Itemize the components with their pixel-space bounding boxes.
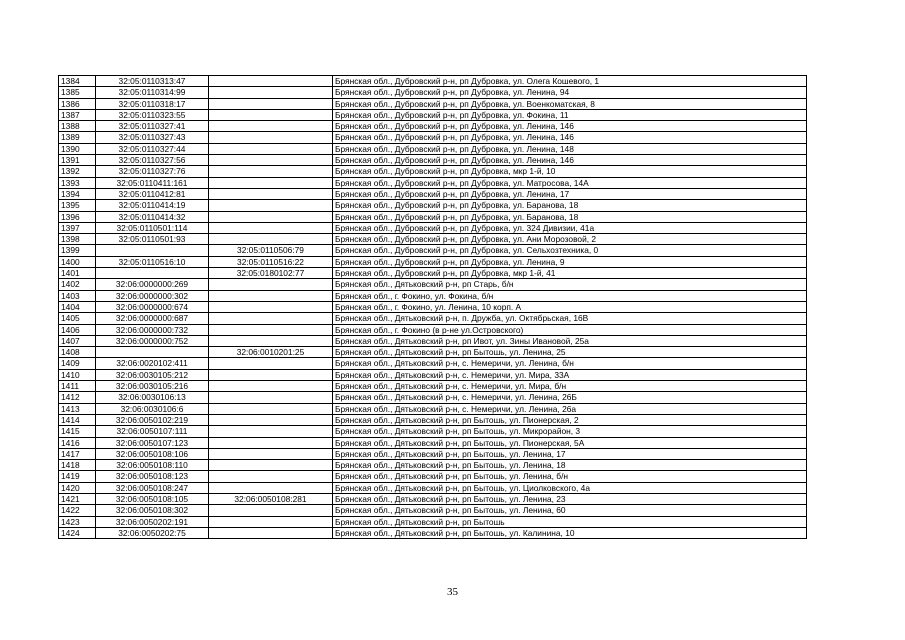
table-row	[59, 460, 807, 471]
related-cadastral-number-cell	[209, 98, 333, 109]
cadastral-number-cell: 32:05:0110414:32	[96, 211, 209, 222]
cadastral-number-cell: 32:06:0030106:6	[96, 403, 209, 414]
cadastral-number-cell: 32:06:0050108:123	[96, 471, 209, 482]
address-cell: Брянская обл., Дятьковский р-н, с. Немеричи, ул. Ленина, 26Б	[333, 392, 807, 403]
address-cell: Брянская обл., Дубровский р-н, рп Дубровка, ул. Ленина, 148	[333, 143, 807, 154]
table-row	[59, 313, 807, 324]
address-cell: Брянская обл., г. Фокино, ул. Ленина, 10 корп. А	[333, 301, 807, 312]
row-number-cell: 1414	[59, 414, 96, 425]
address-cell: Брянская обл., Дубровский р-н, рп Дубровка, ул. Ленина, 146	[333, 155, 807, 166]
row-number-cell: 1397	[59, 222, 96, 233]
related-cadastral-number-cell	[209, 301, 333, 312]
table-row	[59, 347, 807, 358]
cadastral-number-cell: 32:05:0110412:81	[96, 188, 209, 199]
address-cell: Брянская обл., Дубровский р-н, рп Дубровка, ул. Матросова, 14А	[333, 177, 807, 188]
row-number-cell: 1420	[59, 482, 96, 493]
row-number-cell: 1421	[59, 493, 96, 504]
related-cadastral-number-cell: 32:06:0010201:25	[209, 347, 333, 358]
address-cell: Брянская обл., г. Фокино, ул. Фокина, б/н	[333, 290, 807, 301]
cadastral-number-cell: 32:05:0110323:55	[96, 109, 209, 120]
cadastral-number-cell: 32:06:0020102:411	[96, 358, 209, 369]
cadastral-number-cell: 32:05:0110327:56	[96, 155, 209, 166]
cadastral-number-cell	[96, 347, 209, 358]
related-cadastral-number-cell	[209, 403, 333, 414]
row-number-cell: 1416	[59, 437, 96, 448]
row-number-cell: 1418	[59, 460, 96, 471]
table-row	[59, 505, 807, 516]
row-number-cell: 1413	[59, 403, 96, 414]
row-number-cell: 1401	[59, 268, 96, 279]
table-row	[59, 177, 807, 188]
row-number-cell: 1385	[59, 87, 96, 98]
related-cadastral-number-cell	[209, 166, 333, 177]
row-number-cell: 1402	[59, 279, 96, 290]
cadastral-number-cell: 32:06:0050108:247	[96, 482, 209, 493]
table-row	[59, 87, 807, 98]
address-cell: Брянская обл., Дятьковский р-н, рп Бытошь, ул. Ленина, 25	[333, 347, 807, 358]
address-cell: Брянская обл., Дубровский р-н, рп Дубровка, ул. Ленина, 9	[333, 256, 807, 267]
row-number-cell: 1417	[59, 448, 96, 459]
related-cadastral-number-cell	[209, 87, 333, 98]
cadastral-number-cell: 32:05:0110327:41	[96, 121, 209, 132]
address-cell: Брянская обл., Дубровский р-н, рп Дубровка, ул. Сельхозтехника, 0	[333, 245, 807, 256]
cadastral-number-cell: 32:06:0030106:13	[96, 392, 209, 403]
related-cadastral-number-cell	[209, 177, 333, 188]
address-cell: Брянская обл., Дятьковский р-н, рп Бытошь, ул. Пионерская, 2	[333, 414, 807, 425]
row-number-cell: 1388	[59, 121, 96, 132]
cadastral-number-cell	[96, 268, 209, 279]
related-cadastral-number-cell	[209, 109, 333, 120]
row-number-cell: 1424	[59, 527, 96, 538]
row-number-cell: 1412	[59, 392, 96, 403]
address-cell: Брянская обл., Дятьковский р-н, рп Старь, б/н	[333, 279, 807, 290]
related-cadastral-number-cell	[209, 460, 333, 471]
address-cell: Брянская обл., Дубровский р-н, рп Дубровка, ул. Военкоматская, 8	[333, 98, 807, 109]
table-row	[59, 234, 807, 245]
related-cadastral-number-cell	[209, 414, 333, 425]
row-number-cell: 1387	[59, 109, 96, 120]
table-row	[59, 527, 807, 538]
table-row	[59, 121, 807, 132]
table-row	[59, 279, 807, 290]
address-cell: Брянская обл., Дятьковский р-н, рп Бытошь, ул. Ленина, 17	[333, 448, 807, 459]
row-number-cell: 1399	[59, 245, 96, 256]
address-cell: Брянская обл., Дубровский р-н, рп Дубровка, ул. Ленина, 146	[333, 121, 807, 132]
related-cadastral-number-cell	[209, 76, 333, 87]
row-number-cell: 1404	[59, 301, 96, 312]
cadastral-number-cell: 32:05:0110516:10	[96, 256, 209, 267]
related-cadastral-number-cell	[209, 200, 333, 211]
address-cell: Брянская обл., Дятьковский р-н, рп Бытошь, ул. Ленина, 23	[333, 493, 807, 504]
related-cadastral-number-cell	[209, 437, 333, 448]
address-cell: Брянская обл., Дятьковский р-н, п. Дружба, ул. Октябрьская, 16В	[333, 313, 807, 324]
row-number-cell: 1384	[59, 76, 96, 87]
address-cell: Брянская обл., Дятьковский р-н, рп Бытошь	[333, 516, 807, 527]
related-cadastral-number-cell	[209, 516, 333, 527]
cadastral-number-cell: 32:06:0050107:111	[96, 426, 209, 437]
related-cadastral-number-cell	[209, 358, 333, 369]
row-number-cell: 1411	[59, 381, 96, 392]
related-cadastral-number-cell	[209, 335, 333, 346]
address-cell: Брянская обл., Дятьковский р-н, с. Немеричи, ул. Ленина, 26а	[333, 403, 807, 414]
related-cadastral-number-cell: 32:05:0180102:77	[209, 268, 333, 279]
cadastral-number-cell: 32:05:0110314:99	[96, 87, 209, 98]
address-cell: Брянская обл., Дятьковский р-н, рп Бытошь, ул. Калинина, 10	[333, 527, 807, 538]
related-cadastral-number-cell	[209, 211, 333, 222]
table-row	[59, 290, 807, 301]
related-cadastral-number-cell	[209, 234, 333, 245]
address-cell: Брянская обл., г. Фокино (в р-не ул.Островского)	[333, 324, 807, 335]
row-number-cell: 1391	[59, 155, 96, 166]
table-row	[59, 166, 807, 177]
address-cell: Брянская обл., Дятьковский р-н, рп Бытошь, ул. Микрорайон, 3	[333, 426, 807, 437]
row-number-cell: 1398	[59, 234, 96, 245]
related-cadastral-number-cell	[209, 527, 333, 538]
table-row	[59, 516, 807, 527]
cadastral-number-cell: 32:05:0110501:114	[96, 222, 209, 233]
row-number-cell: 1405	[59, 313, 96, 324]
row-number-cell: 1393	[59, 177, 96, 188]
address-cell: Брянская обл., Дятьковский р-н, рп Бытошь, ул. Ленина, 60	[333, 505, 807, 516]
related-cadastral-number-cell: 32:05:0110506:79	[209, 245, 333, 256]
related-cadastral-number-cell	[209, 324, 333, 335]
property-registry-table	[58, 75, 807, 539]
address-cell: Брянская обл., Дятьковский р-н, с. Немеричи, ул. Мира, 33А	[333, 369, 807, 380]
table-row	[59, 448, 807, 459]
related-cadastral-number-cell	[209, 279, 333, 290]
cadastral-number-cell: 32:05:0110318:17	[96, 98, 209, 109]
related-cadastral-number-cell: 32:06:0050108:281	[209, 493, 333, 504]
cadastral-number-cell: 32:05:0110327:76	[96, 166, 209, 177]
cadastral-number-cell: 32:05:0110501:93	[96, 234, 209, 245]
related-cadastral-number-cell	[209, 155, 333, 166]
table-row	[59, 301, 807, 312]
cadastral-number-cell: 32:06:0050108:106	[96, 448, 209, 459]
cadastral-number-cell: 32:06:0030105:212	[96, 369, 209, 380]
row-number-cell: 1419	[59, 471, 96, 482]
address-cell: Брянская обл., Дятьковский р-н, с. Немеричи, ул. Ленина, б/н	[333, 358, 807, 369]
cadastral-number-cell: 32:06:0000000:269	[96, 279, 209, 290]
address-cell: Брянская обл., Дубровский р-н, рп Дубровка, ул. Ленина, 94	[333, 87, 807, 98]
related-cadastral-number-cell	[209, 121, 333, 132]
related-cadastral-number-cell	[209, 222, 333, 233]
address-cell: Брянская обл., Дубровский р-н, рп Дубровка, ул. Ани Морозовой, 2	[333, 234, 807, 245]
related-cadastral-number-cell	[209, 381, 333, 392]
cadastral-number-cell: 32:05:0110411:161	[96, 177, 209, 188]
address-cell: Брянская обл., Дятьковский р-н, рп Бытошь, ул. Циолковского, 4а	[333, 482, 807, 493]
address-cell: Брянская обл., Дубровский р-н, рп Дубровка, мкр 1-й, 41	[333, 268, 807, 279]
cadastral-number-cell: 32:06:0000000:752	[96, 335, 209, 346]
address-cell: Брянская обл., Дятьковский р-н, рп Бытошь, ул. Пионерская, 5А	[333, 437, 807, 448]
table-row	[59, 211, 807, 222]
table-row	[59, 426, 807, 437]
address-cell: Брянская обл., Дубровский р-н, рп Дубровка, ул. Баранова, 18	[333, 200, 807, 211]
cadastral-number-cell: 32:06:0000000:687	[96, 313, 209, 324]
table-row	[59, 335, 807, 346]
table-row	[59, 403, 807, 414]
table-row	[59, 98, 807, 109]
table-row	[59, 381, 807, 392]
table-row	[59, 76, 807, 87]
table-row	[59, 143, 807, 154]
related-cadastral-number-cell	[209, 471, 333, 482]
row-number-cell: 1400	[59, 256, 96, 267]
cadastral-number-cell: 32:06:0030105:216	[96, 381, 209, 392]
related-cadastral-number-cell	[209, 132, 333, 143]
related-cadastral-number-cell	[209, 505, 333, 516]
address-cell: Брянская обл., Дубровский р-н, рп Дубровка, ул. 324 Дивизии, 41а	[333, 222, 807, 233]
row-number-cell: 1395	[59, 200, 96, 211]
address-cell: Брянская обл., Дятьковский р-н, рп Бытошь, ул. Ленина, 18	[333, 460, 807, 471]
cadastral-number-cell: 32:06:0000000:302	[96, 290, 209, 301]
row-number-cell: 1392	[59, 166, 96, 177]
table-row	[59, 358, 807, 369]
cadastral-number-cell: 32:05:0110327:44	[96, 143, 209, 154]
related-cadastral-number-cell	[209, 448, 333, 459]
related-cadastral-number-cell: 32:05:0110516:22	[209, 256, 333, 267]
cadastral-number-cell: 32:05:0110313:47	[96, 76, 209, 87]
table-row	[59, 188, 807, 199]
row-number-cell: 1396	[59, 211, 96, 222]
table-row	[59, 200, 807, 211]
table-row	[59, 414, 807, 425]
address-cell: Брянская обл., Дубровский р-н, рп Дубровка, ул. Олега Кошевого, 1	[333, 76, 807, 87]
row-number-cell: 1422	[59, 505, 96, 516]
table-row	[59, 155, 807, 166]
cadastral-number-cell: 32:05:0110327:43	[96, 132, 209, 143]
row-number-cell: 1423	[59, 516, 96, 527]
row-number-cell: 1403	[59, 290, 96, 301]
table-row	[59, 245, 807, 256]
cadastral-number-cell	[96, 245, 209, 256]
address-cell: Брянская обл., Дубровский р-н, рп Дубровка, ул. Ленина, 146	[333, 132, 807, 143]
row-number-cell: 1409	[59, 358, 96, 369]
cadastral-number-cell: 32:06:0050108:302	[96, 505, 209, 516]
cadastral-number-cell: 32:06:0050107:123	[96, 437, 209, 448]
row-number-cell: 1415	[59, 426, 96, 437]
cadastral-number-cell: 32:06:0050202:75	[96, 527, 209, 538]
cadastral-number-cell: 32:06:0050102:219	[96, 414, 209, 425]
address-cell: Брянская обл., Дубровский р-н, рп Дубровка, ул. Ленина, 17	[333, 188, 807, 199]
related-cadastral-number-cell	[209, 482, 333, 493]
address-cell: Брянская обл., Дубровский р-н, рп Дубровка, ул. Фокина, 11	[333, 109, 807, 120]
related-cadastral-number-cell	[209, 290, 333, 301]
table-row	[59, 256, 807, 267]
related-cadastral-number-cell	[209, 313, 333, 324]
table-row	[59, 109, 807, 120]
page-number: 35	[447, 586, 458, 598]
row-number-cell: 1386	[59, 98, 96, 109]
address-cell: Брянская обл., Дятьковский р-н, рп Бытошь, ул. Ленина, б/н	[333, 471, 807, 482]
related-cadastral-number-cell	[209, 143, 333, 154]
cadastral-number-cell: 32:06:0050108:110	[96, 460, 209, 471]
table-row	[59, 437, 807, 448]
related-cadastral-number-cell	[209, 392, 333, 403]
cadastral-number-cell: 32:06:0050108:105	[96, 493, 209, 504]
related-cadastral-number-cell	[209, 188, 333, 199]
cadastral-number-cell: 32:06:0000000:732	[96, 324, 209, 335]
row-number-cell: 1410	[59, 369, 96, 380]
table-row	[59, 132, 807, 143]
table-row	[59, 471, 807, 482]
table-row	[59, 493, 807, 504]
address-cell: Брянская обл., Дубровский р-н, рп Дубровка, ул. Баранова, 18	[333, 211, 807, 222]
table-row	[59, 324, 807, 335]
table-row	[59, 268, 807, 279]
cadastral-number-cell: 32:06:0050202:191	[96, 516, 209, 527]
related-cadastral-number-cell	[209, 369, 333, 380]
address-cell: Брянская обл., Дубровский р-н, рп Дубровка, мкр 1-й, 10	[333, 166, 807, 177]
table-row	[59, 482, 807, 493]
address-cell: Брянская обл., Дятьковский р-н, рп Ивот, ул. Зины Ивановой, 25а	[333, 335, 807, 346]
row-number-cell: 1407	[59, 335, 96, 346]
cadastral-number-cell: 32:06:0000000:674	[96, 301, 209, 312]
registry-table-body	[59, 76, 807, 539]
row-number-cell: 1390	[59, 143, 96, 154]
row-number-cell: 1394	[59, 188, 96, 199]
row-number-cell: 1406	[59, 324, 96, 335]
row-number-cell: 1389	[59, 132, 96, 143]
row-number-cell: 1408	[59, 347, 96, 358]
related-cadastral-number-cell	[209, 426, 333, 437]
address-cell: Брянская обл., Дятьковский р-н, с. Немеричи, ул. Мира, б/н	[333, 381, 807, 392]
table-row	[59, 369, 807, 380]
table-row	[59, 392, 807, 403]
cadastral-number-cell: 32:05:0110414:19	[96, 200, 209, 211]
table-row	[59, 222, 807, 233]
